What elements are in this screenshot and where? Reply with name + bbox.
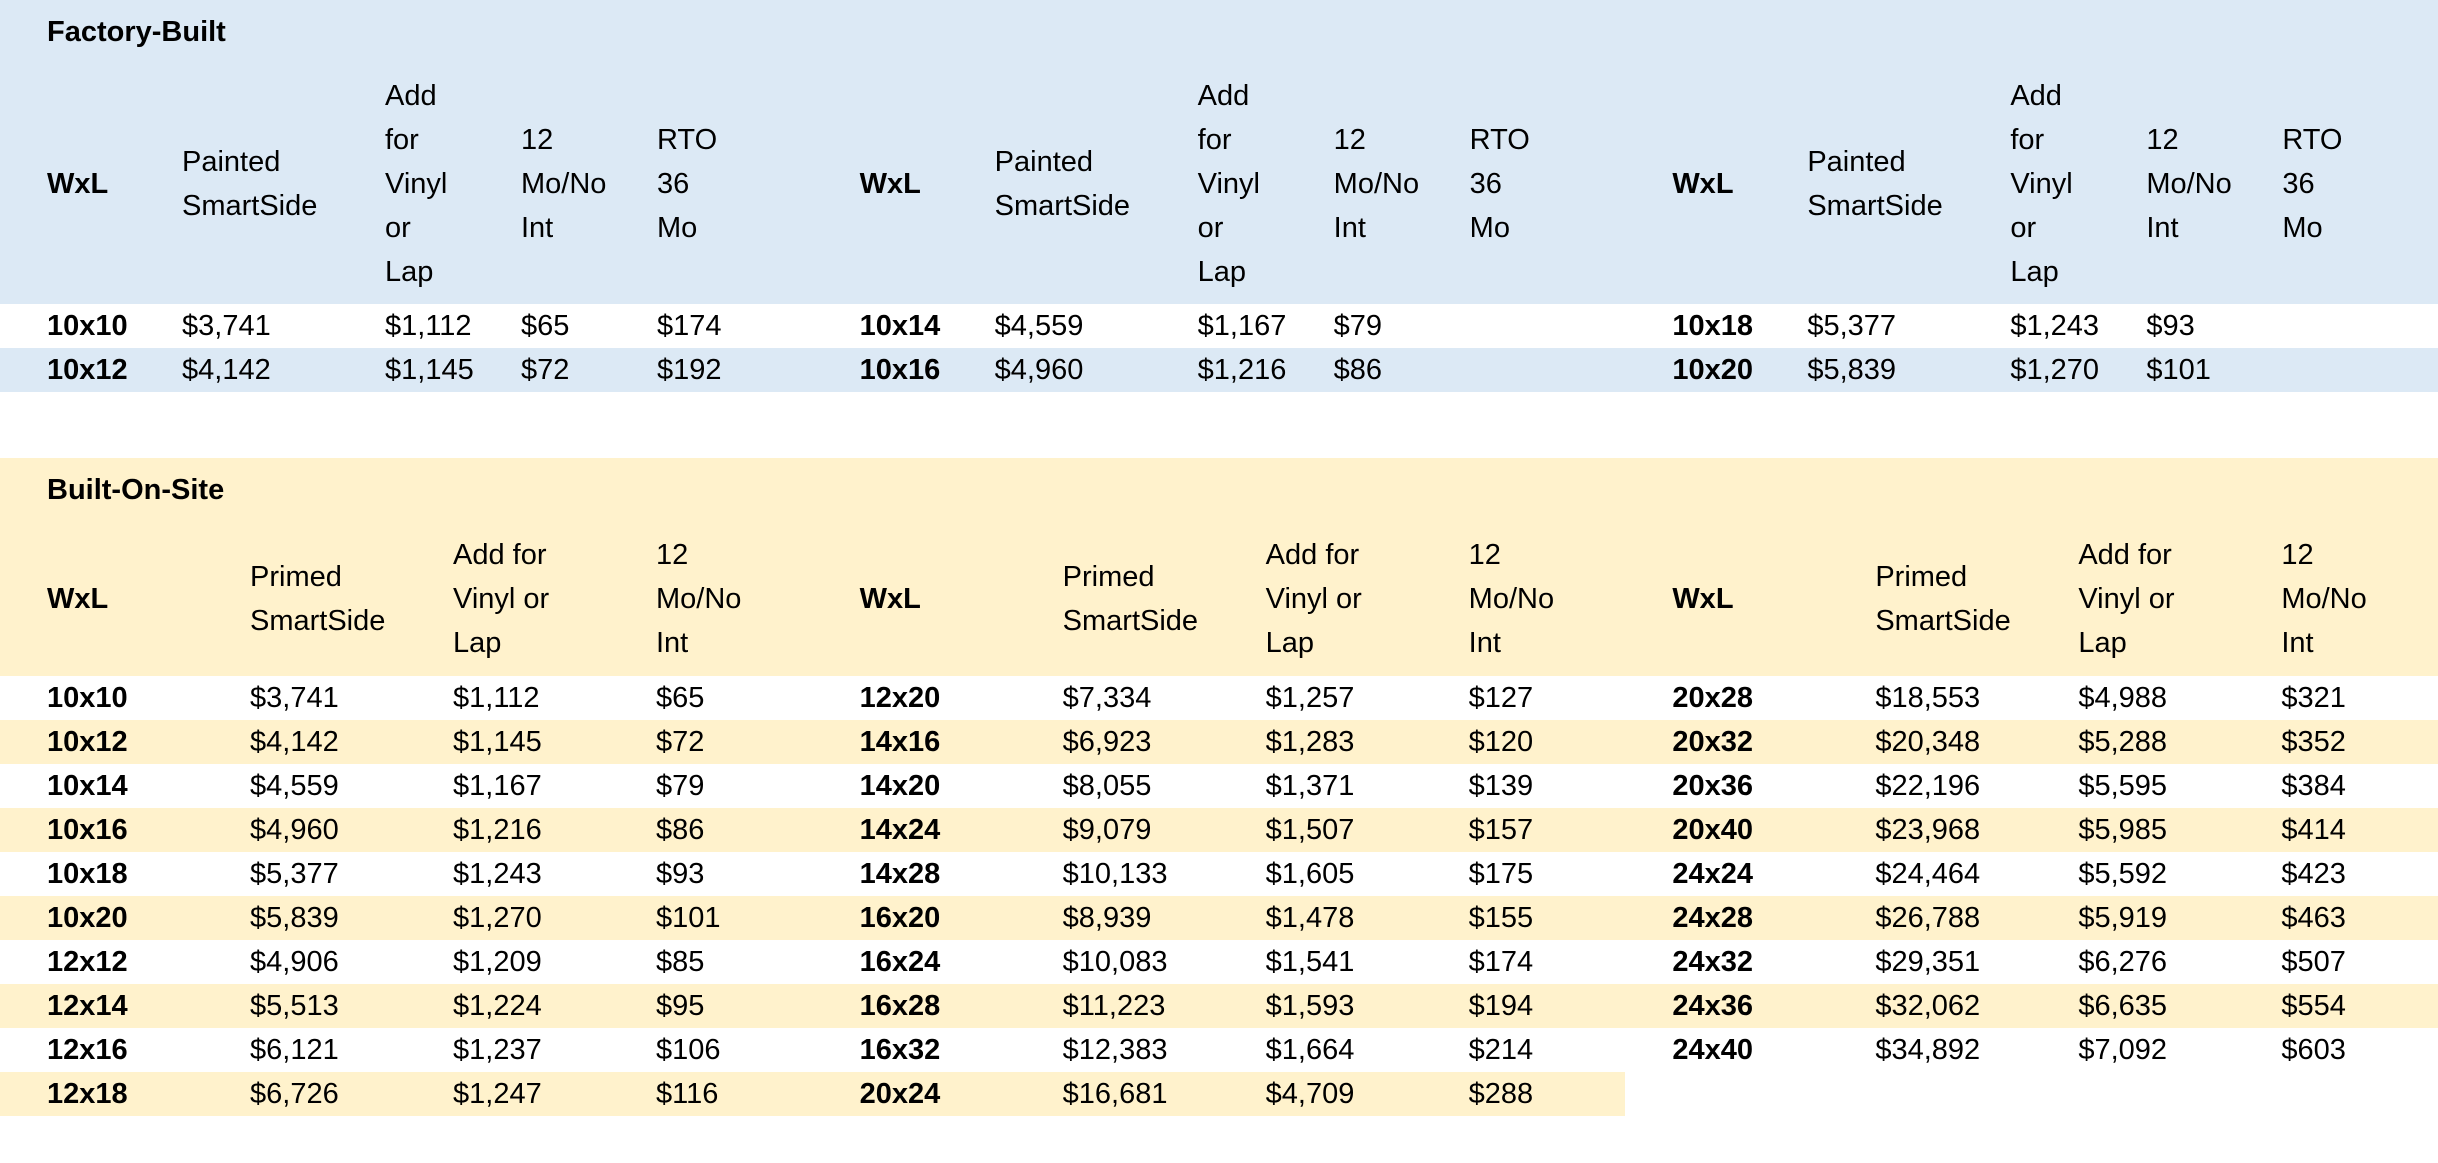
column-header-line: WxL (859, 168, 921, 200)
column-header-line: Mo/No (1333, 168, 1420, 200)
mo12-cell: $384 (2281, 770, 2346, 802)
column-header (0, 64, 182, 304)
column-header-row (0, 522, 813, 676)
rto-cell (1470, 348, 1626, 392)
price-cell: $6,923 (1062, 726, 1152, 758)
column-header-line: SmartSide (182, 190, 318, 222)
column-header-line: Primed (1062, 561, 1155, 593)
price-cell: $7,334 (1062, 682, 1152, 714)
column-header-line: Int (2146, 212, 2179, 244)
price-cell: $32,062 (1875, 990, 1981, 1022)
price-cell: $5,839 (1807, 354, 1897, 386)
column-header-line: or (385, 212, 411, 244)
factory-built-section (0, 0, 2438, 392)
column-header (656, 522, 813, 676)
column-header (0, 522, 250, 676)
column-header-line: 12 (656, 539, 689, 571)
column-header (1063, 522, 1266, 676)
table-row (0, 896, 813, 940)
column-header (1625, 522, 1875, 676)
add-cell: $1,237 (453, 1034, 542, 1066)
mo12-cell: $157 (1468, 814, 1534, 846)
size-cell: 20x36 (1672, 770, 1753, 802)
add-cell: $1,243 (453, 858, 542, 890)
price-cell: $20,348 (1875, 726, 1981, 758)
column-header-line: WxL (1672, 168, 1734, 200)
size-cell: 16x32 (859, 1034, 941, 1066)
size-cell: 10x10 (47, 682, 128, 714)
size-cell: 20x32 (1672, 726, 1753, 758)
column-header-line: Vinyl or (1265, 583, 1362, 615)
column-header (1470, 64, 1626, 304)
table-row (1625, 852, 2438, 896)
price-cell: $24,464 (1875, 858, 1981, 890)
size-cell: 16x20 (859, 902, 941, 934)
mo12-cell: $139 (1468, 770, 1534, 802)
table-row (1625, 896, 2438, 940)
add-cell: $1,145 (453, 726, 542, 758)
column-header-row (1625, 522, 2438, 676)
mo12-cell: $93 (2146, 310, 2195, 342)
price-cell: $4,906 (250, 946, 339, 978)
size-cell: 14x28 (859, 858, 941, 890)
column-header-line: Mo/No (1468, 583, 1555, 615)
price-cell: $8,939 (1062, 902, 1152, 934)
column-header (453, 522, 656, 676)
add-cell: $1,478 (1265, 902, 1355, 934)
price-cell: $18,553 (1875, 682, 1981, 714)
column-header-line: Mo (2282, 212, 2323, 244)
column-header-line: Int (521, 212, 554, 244)
price-cell: $10,133 (1062, 858, 1168, 890)
column-header-line: or (1197, 212, 1224, 244)
mo12-cell: $554 (2281, 990, 2346, 1022)
column-header-line: Add (385, 80, 437, 112)
mo12-cell: $101 (656, 902, 721, 934)
size-cell: 10x14 (47, 770, 128, 802)
size-cell: 24x28 (1672, 902, 1753, 934)
column-header-line: Mo/No (521, 168, 607, 200)
table-row (813, 940, 1626, 984)
column-header (1266, 522, 1469, 676)
size-cell: 10x20 (1672, 354, 1753, 386)
column-header-row (1625, 64, 2438, 304)
mo12-cell: $174 (1468, 946, 1534, 978)
column-header-line: Int (1468, 627, 1501, 659)
price-cell: $11,223 (1062, 990, 1166, 1022)
table-row (1625, 676, 2438, 720)
column-header-line: Add for (2078, 539, 2172, 571)
table-row (0, 808, 813, 852)
rto-cell: $192 (657, 354, 722, 386)
size-cell: 16x28 (859, 990, 941, 1022)
column-header-line: Lap (1197, 256, 1247, 288)
price-block-2 (813, 522, 1626, 1116)
add-cell: $6,276 (2078, 946, 2168, 978)
rto-cell (2282, 348, 2438, 392)
column-header-line: WxL (1672, 583, 1734, 615)
column-header-line: Vinyl or (453, 583, 550, 615)
size-cell: 12x20 (859, 682, 941, 714)
column-header (385, 64, 521, 304)
table-row (0, 1072, 813, 1116)
mo12-cell: $194 (1468, 990, 1534, 1022)
size-cell: 10x16 (859, 354, 941, 386)
column-header-line: 36 (657, 168, 690, 200)
add-cell: $4,988 (2078, 682, 2168, 714)
column-header-line: Primed (250, 561, 342, 593)
table-row (0, 984, 813, 1028)
add-cell: $5,595 (2078, 770, 2168, 802)
table-row (1625, 304, 2438, 348)
column-header-line: WxL (859, 583, 921, 615)
column-header (1334, 64, 1470, 304)
size-cell: 14x20 (859, 770, 941, 802)
column-header-line: Lap (2010, 256, 2059, 288)
add-cell: $1,257 (1265, 682, 1355, 714)
column-header-line: for (1197, 124, 1232, 156)
size-cell: 10x12 (47, 354, 128, 386)
column-header-line: 36 (2282, 168, 2315, 200)
column-header-line: for (385, 124, 419, 156)
mo12-cell: $414 (2281, 814, 2346, 846)
size-cell: 12x16 (47, 1034, 128, 1066)
add-cell: $1,209 (453, 946, 542, 978)
column-header-line: Lap (1265, 627, 1315, 659)
size-cell: 14x16 (859, 726, 941, 758)
price-cell: $5,377 (1807, 310, 1897, 342)
mo12-cell: $86 (656, 814, 705, 846)
price-block-1 (0, 522, 813, 1116)
add-cell: $1,112 (453, 682, 540, 714)
column-header (2146, 64, 2282, 304)
column-header-line: Mo (1469, 212, 1510, 244)
add-cell: $1,167 (453, 770, 542, 802)
mo12-cell: $93 (656, 858, 705, 890)
price-cell: $8,055 (1062, 770, 1152, 802)
column-header-line: SmartSide (1062, 605, 1199, 637)
column-header (1625, 64, 1807, 304)
add-cell: $1,593 (1265, 990, 1355, 1022)
column-header-line: RTO (2282, 124, 2343, 156)
price-block-1 (0, 64, 813, 392)
size-cell: 16x24 (859, 946, 941, 978)
table-row (0, 764, 813, 808)
size-cell: 10x12 (47, 726, 128, 758)
column-header-line: 12 (521, 124, 554, 156)
mo12-cell: $72 (521, 354, 570, 386)
column-header-line: Int (2281, 627, 2314, 659)
mo12-cell: $155 (1468, 902, 1534, 934)
size-cell: 24x24 (1672, 858, 1753, 890)
table-row (0, 940, 813, 984)
column-header (813, 64, 995, 304)
price-cell: $6,726 (250, 1078, 339, 1110)
table-row (813, 1028, 1626, 1072)
column-header-line: Painted (994, 146, 1094, 178)
mo12-cell: $106 (656, 1034, 721, 1066)
add-cell: $1,216 (453, 814, 542, 846)
mo12-cell: $79 (1333, 310, 1383, 342)
onsite-blocks (0, 522, 2438, 1116)
column-header (2010, 64, 2146, 304)
price-cell: $3,741 (250, 682, 339, 714)
column-header-line: Mo/No (2281, 583, 2367, 615)
column-header (1469, 522, 1626, 676)
add-cell: $4,709 (1265, 1078, 1355, 1110)
column-header-line: 12 (1333, 124, 1366, 156)
column-header (2078, 522, 2281, 676)
column-header-line: Int (1333, 212, 1366, 244)
table-row (0, 348, 813, 392)
column-header-line: Lap (453, 627, 502, 659)
price-cell: $3,741 (182, 310, 271, 342)
table-row (0, 720, 813, 764)
price-block-3 (1625, 64, 2438, 392)
column-header-line: RTO (657, 124, 718, 156)
price-cell: $23,968 (1875, 814, 1981, 846)
mo12-cell: $288 (1468, 1078, 1534, 1110)
mo12-cell: $423 (2281, 858, 2346, 890)
size-cell: 10x14 (859, 310, 941, 342)
price-cell: $5,513 (250, 990, 339, 1022)
table-row (813, 896, 1626, 940)
mo12-cell: $352 (2281, 726, 2346, 758)
column-header (2281, 522, 2438, 676)
price-cell: $29,351 (1875, 946, 1981, 978)
add-cell: $1,247 (453, 1078, 542, 1110)
size-cell: 10x18 (47, 858, 128, 890)
price-cell: $4,960 (250, 814, 339, 846)
column-header (657, 64, 813, 304)
size-cell: 10x16 (47, 814, 128, 846)
table-row (813, 720, 1626, 764)
table-row (0, 1028, 813, 1072)
column-header (1807, 64, 2010, 304)
column-header-line: SmartSide (994, 190, 1131, 222)
add-cell: $5,985 (2078, 814, 2168, 846)
built-on-site-section (0, 458, 2438, 1116)
table-row (813, 808, 1626, 852)
add-cell: $5,592 (2078, 858, 2168, 890)
column-header-line: WxL (47, 168, 109, 200)
column-header-line: 12 (2281, 539, 2314, 571)
column-header-line: Vinyl or (2078, 583, 2175, 615)
add-cell: $1,664 (1265, 1034, 1355, 1066)
add-cell: $1,283 (1265, 726, 1355, 758)
add-cell: $1,224 (453, 990, 542, 1022)
column-header-line: for (2010, 124, 2045, 156)
column-header-line: Vinyl (2010, 168, 2073, 200)
table-row (813, 984, 1626, 1028)
add-cell: $1,270 (2010, 354, 2100, 386)
add-cell: $7,092 (2078, 1034, 2168, 1066)
mo12-cell: $85 (656, 946, 705, 978)
rto-cell: $174 (657, 310, 722, 342)
mo12-cell: $603 (2281, 1034, 2346, 1066)
size-cell: 24x36 (1672, 990, 1753, 1022)
column-header-line: 36 (1469, 168, 1502, 200)
column-header-line: Mo/No (2146, 168, 2232, 200)
mo12-cell: $65 (521, 310, 570, 342)
table-row (813, 764, 1626, 808)
column-header-line: SmartSide (1875, 605, 2011, 637)
column-header-line: RTO (1469, 124, 1530, 156)
table-row (813, 1072, 1626, 1116)
price-block-3 (1625, 522, 2438, 1116)
size-cell: 20x24 (859, 1078, 941, 1110)
column-header-line: Add for (453, 539, 547, 571)
price-cell: $10,083 (1062, 946, 1168, 978)
column-header-row (813, 64, 1626, 304)
column-header-line: WxL (47, 583, 109, 615)
column-header-line: or (2010, 212, 2037, 244)
mo12-cell: $321 (2281, 682, 2346, 714)
column-header-line: Vinyl (1197, 168, 1260, 200)
price-cell: $4,559 (250, 770, 339, 802)
table-row (1625, 984, 2438, 1028)
price-cell: $4,142 (250, 726, 339, 758)
size-cell: 12x14 (47, 990, 128, 1022)
column-header-line: Add (1197, 80, 1250, 112)
mo12-cell: $65 (656, 682, 705, 714)
add-cell: $1,216 (1197, 354, 1287, 386)
mo12-cell: $127 (1468, 682, 1534, 714)
size-cell: 10x18 (1672, 310, 1753, 342)
size-cell: 24x32 (1672, 946, 1753, 978)
size-cell: 12x12 (47, 946, 128, 978)
mo12-cell: $101 (2146, 354, 2211, 386)
column-header-line: Primed (1875, 561, 1968, 593)
add-cell: $1,371 (1265, 770, 1355, 802)
table-row (1625, 940, 2438, 984)
table-row (813, 676, 1626, 720)
table-row (1625, 764, 2438, 808)
size-cell: 14x24 (859, 814, 941, 846)
column-header-row (0, 64, 813, 304)
price-cell: $4,559 (994, 310, 1084, 342)
price-cell: $4,142 (182, 354, 271, 386)
add-cell: $1,112 (385, 310, 472, 342)
size-cell: 20x40 (1672, 814, 1753, 846)
table-row (1625, 720, 2438, 764)
column-header (250, 522, 453, 676)
price-cell: $6,121 (250, 1034, 339, 1066)
column-header-line: Lap (385, 256, 434, 288)
add-cell: $1,270 (453, 902, 542, 934)
section-title: Factory-Built (0, 0, 2438, 64)
mo12-cell: $120 (1468, 726, 1534, 758)
table-row (1625, 808, 2438, 852)
price-block-2 (813, 64, 1626, 392)
mo12-cell: $175 (1468, 858, 1534, 890)
column-header (813, 522, 1063, 676)
add-cell: $1,167 (1197, 310, 1287, 342)
table-row (0, 852, 813, 896)
column-header-line: Add for (1265, 539, 1360, 571)
mo12-cell: $72 (656, 726, 705, 758)
add-cell: $1,145 (385, 354, 474, 386)
price-cell: $12,383 (1062, 1034, 1168, 1066)
mo12-cell: $116 (656, 1078, 719, 1110)
price-cell: $22,196 (1875, 770, 1981, 802)
mo12-cell: $214 (1468, 1034, 1534, 1066)
price-cell: $5,377 (250, 858, 339, 890)
size-cell: 10x10 (47, 310, 128, 342)
size-cell: 20x28 (1672, 682, 1753, 714)
mo12-cell: $95 (656, 990, 705, 1022)
add-cell: $1,541 (1265, 946, 1355, 978)
column-header-line: Vinyl (385, 168, 448, 200)
column-header-line: 12 (1468, 539, 1501, 571)
column-header-line: Painted (182, 146, 281, 178)
rto-cell (2282, 304, 2438, 348)
column-header-line: Mo/No (656, 583, 742, 615)
add-cell: $1,507 (1265, 814, 1355, 846)
column-header (1875, 522, 2078, 676)
rto-cell (1470, 304, 1626, 348)
column-header (1198, 64, 1334, 304)
column-header-line: SmartSide (1807, 190, 1943, 222)
column-header-line: Painted (1807, 146, 1906, 178)
mo12-cell: $86 (1333, 354, 1383, 386)
column-header-line: SmartSide (250, 605, 386, 637)
table-row (1625, 1028, 2438, 1072)
mo12-cell: $463 (2281, 902, 2346, 934)
table-row (813, 304, 1626, 348)
column-header (995, 64, 1198, 304)
add-cell: $1,243 (2010, 310, 2100, 342)
size-cell: 10x20 (47, 902, 128, 934)
table-row (813, 348, 1626, 392)
table-row (813, 852, 1626, 896)
table-row (0, 676, 813, 720)
mo12-cell: $79 (656, 770, 705, 802)
column-header-line: Lap (2078, 627, 2127, 659)
column-header (521, 64, 657, 304)
column-header (2282, 64, 2438, 304)
column-header-line: Mo (657, 212, 698, 244)
column-header-line: Add (2010, 80, 2062, 112)
column-header-line: 12 (2146, 124, 2179, 156)
factory-blocks (0, 64, 2438, 392)
price-cell: $16,681 (1062, 1078, 1168, 1110)
section-title: Built-On-Site (0, 458, 2438, 522)
price-cell: $9,079 (1062, 814, 1152, 846)
add-cell: $6,635 (2078, 990, 2168, 1022)
add-cell: $5,919 (2078, 902, 2168, 934)
add-cell: $1,605 (1265, 858, 1355, 890)
column-header (182, 64, 385, 304)
price-cell: $26,788 (1875, 902, 1981, 934)
column-header-row (813, 522, 1626, 676)
size-cell: 24x40 (1672, 1034, 1753, 1066)
add-cell: $5,288 (2078, 726, 2168, 758)
column-header-line: Int (656, 627, 689, 659)
price-cell: $5,839 (250, 902, 339, 934)
price-cell: $34,892 (1875, 1034, 1981, 1066)
size-cell: 12x18 (47, 1078, 128, 1110)
table-row (0, 304, 813, 348)
mo12-cell: $507 (2281, 946, 2346, 978)
table-row (1625, 348, 2438, 392)
price-cell: $4,960 (994, 354, 1084, 386)
